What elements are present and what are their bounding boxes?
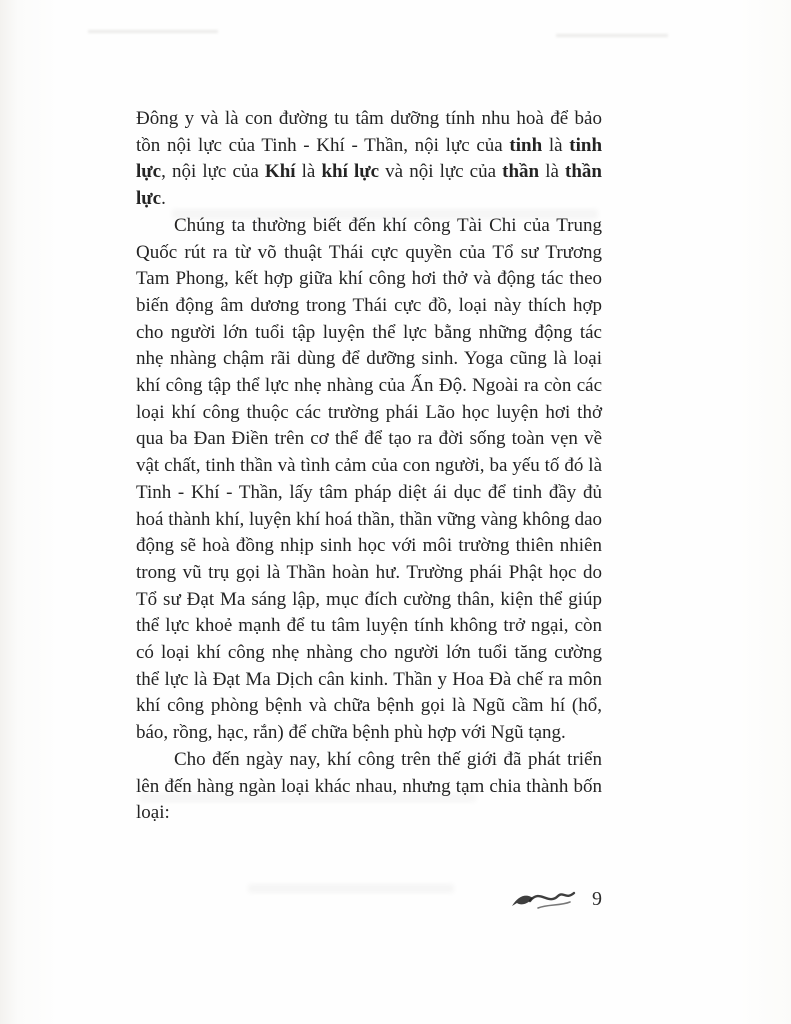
scan-edge-smudge [556,34,668,37]
text-segment: là [539,161,566,183]
text-segment: , nội lực của [161,161,265,183]
page-footer [136,884,602,914]
page-number: 9 [592,888,602,910]
paragraph [136,106,602,213]
text-segment: Khí [264,161,296,183]
scan-edge-smudge [88,30,218,33]
text-segment: thần [502,161,540,183]
text-segment: Cho đến ngày nay, khí công trên thế giới đã phát triển lên đến hàng ngàn loại khác nhau, nhưng tạm chia thành bốn loại: [136,748,602,824]
text-segment: Đông y và là con đường tu tâm dưỡng tính nhu hoà để bảo tồn nội lực của Tinh - Khí - Thần, nội lực của [136,108,602,156]
text-segment: Chúng ta thường biết đến khí công Tài Chi của Trung Quốc rút ra từ võ thuật Thái cực quyền của Tổ sư Trương Tam Phong, kết hợp giữa khí công hơi thở và động tác theo biến động âm dương trong Thái cực đồ, loại này thích hợp cho người lớn tuổi tập luyện thể lực bằng những động tác nhẹ nhàng chậm rãi dùng để dưỡng sinh. Yoga cũng là loại khí công tập thể lực nhẹ nhàng của Ấn Độ. Ngoài ra còn các loại khí công thuộc các trường phái Lão học luyện hơi thở qua ba Đan Điền trên cơ thể để tạo ra đời sống toàn vẹn về vật chất, tinh thần và tình cảm của con người, ba yếu tố đó là Tinh - Khí - Thần, lấy tâm pháp diệt ái dục để tinh đầy đủ hoá thành khí, luyện khí hoá thần, thần vững vàng không dao động sẽ hoà đồng nhịp sinh học với môi trường thiên nhiên trong vũ trụ gọi là Thần hoàn hư. Trường phái Phật học do Tổ sư Đạt Ma sáng lập, mục đích cường thân, kiện thể giúp thể lực khoẻ mạnh để tu tâm luyện tính không trở ngại, còn có loại khí công nhẹ nhàng cho người lớn tuổi tăng cường thể lực là Đạt Ma Dịch cân kinh. Thần y Hoa Đà chế ra môn khí công phòng bệnh và chữa bệnh gọi là Ngũ cầm hí (hổ, báo, rồng, hạc, rắn) để chữa bệnh phù hợp với Ngũ tạng. [136,214,602,744]
paragraph [136,213,602,747]
text-segment: và nội lực của [379,161,503,183]
paragraph [136,747,602,827]
text-segment: là [295,161,322,183]
text-segment: khí lực [321,161,380,183]
text-segment: là [542,134,570,156]
text-segment: . [161,188,166,210]
text-segment: tinh [509,134,543,156]
handwritten-mark-icon [508,884,578,914]
text-segment: thần lực [136,161,602,210]
text-segment: tinh lực [136,134,603,183]
text-block [136,106,602,827]
